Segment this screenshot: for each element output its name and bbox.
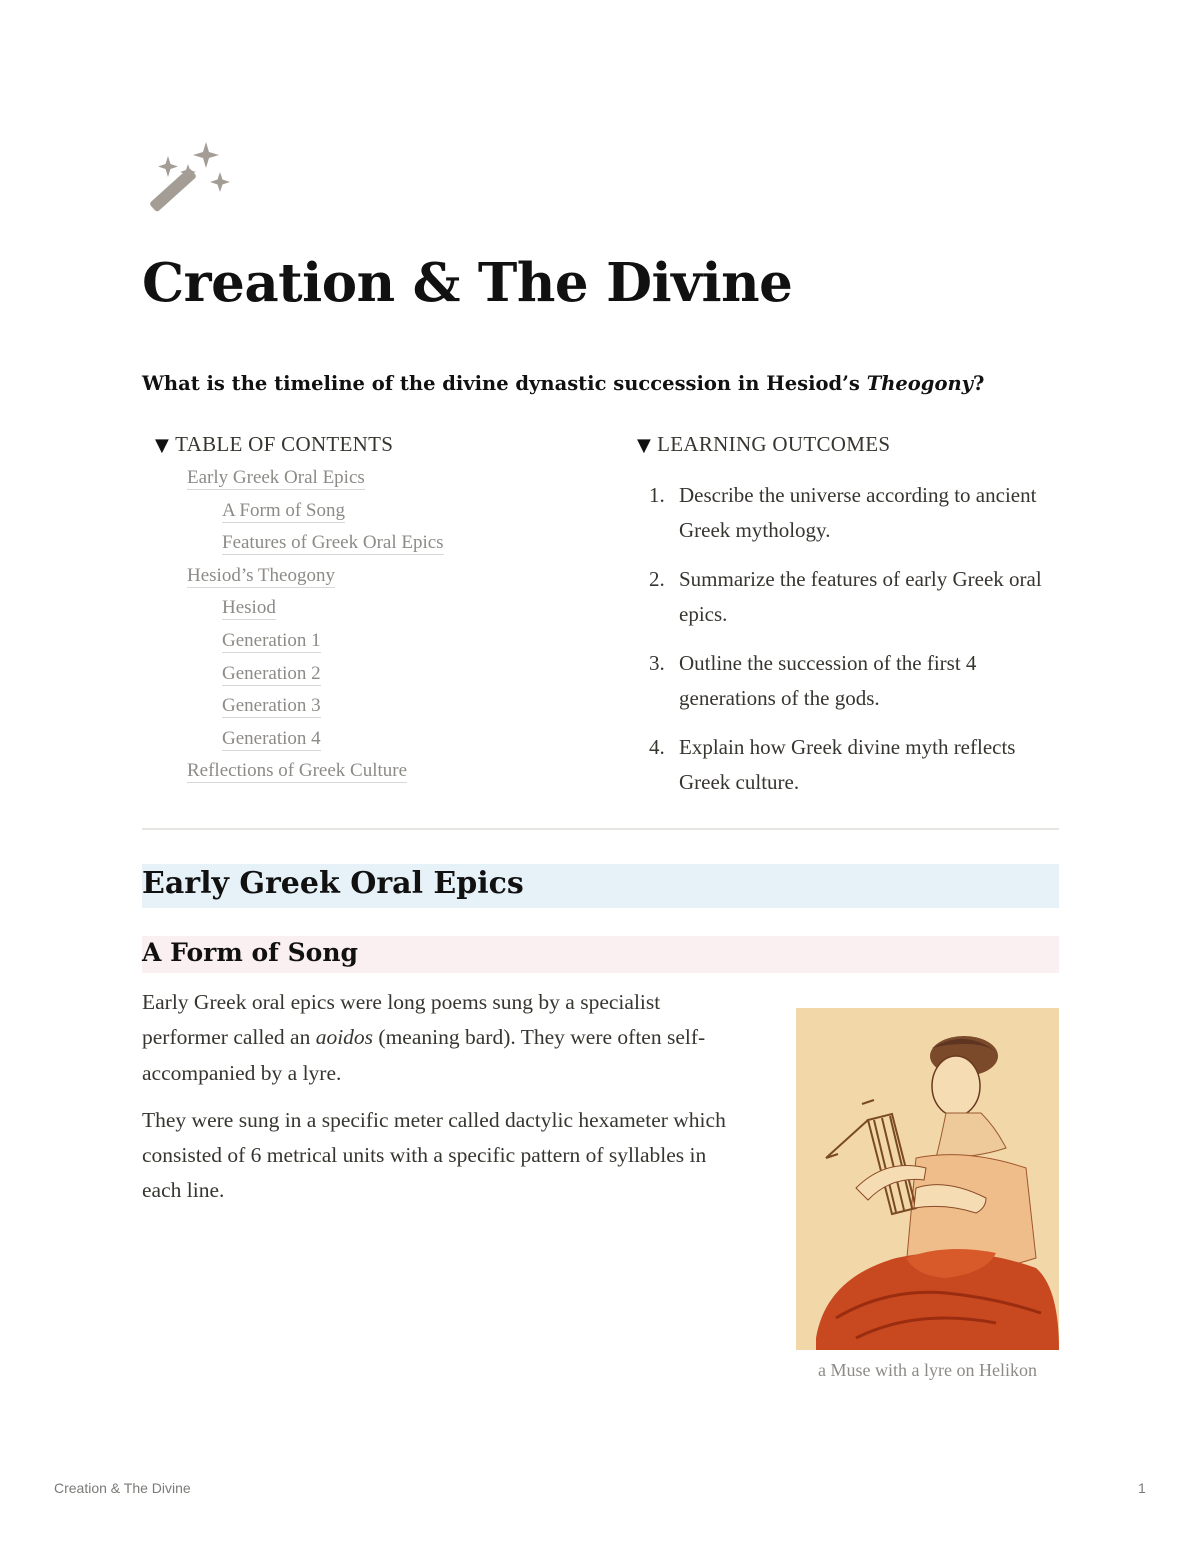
triangle-down-icon[interactable]: ▼ (637, 435, 652, 456)
page-number: 1 (1138, 1480, 1146, 1496)
outcomes-heading: LEARNING OUTCOMES (657, 432, 891, 456)
subsection-heading-block (142, 936, 1059, 973)
paragraph (142, 985, 732, 1091)
guiding-question (142, 372, 984, 395)
learning-outcomes (637, 432, 1067, 794)
section-heading-block (142, 864, 1059, 908)
toc-item (155, 467, 615, 500)
section-body (142, 985, 732, 1221)
paragraph-text: Early Greek oral epics were long poems sung by a specialist performer called an (142, 990, 661, 1050)
outcome-number: 4. (649, 735, 665, 759)
toc-link[interactable]: Generation 4 (222, 727, 321, 749)
toc-link[interactable]: Generation 2 (222, 662, 321, 684)
toc-item (155, 695, 615, 728)
question-text: What is the timeline of the divine dynastic succession in Hesiod’s (142, 372, 867, 395)
toc-item (155, 532, 615, 565)
divider (142, 828, 1059, 830)
toc-link[interactable]: Hesiod (222, 597, 276, 619)
outcomes-toggle[interactable] (637, 432, 1067, 457)
footer-title: Creation & The Divine (54, 1480, 191, 1496)
question-suffix: ? (972, 372, 985, 395)
outcome-text: Explain how Greek divine myth reflects Greek culture. (679, 735, 1016, 794)
figure-caption: a Muse with a lyre on Helikon (818, 1360, 1037, 1380)
toc-item (155, 728, 615, 761)
toc-link[interactable]: Generation 3 (222, 695, 321, 717)
page-title: Creation & The Divine (142, 252, 793, 314)
toc-link[interactable]: Reflections of Greek Culture (187, 760, 408, 782)
toc-link[interactable]: Early Greek Oral Epics (187, 467, 365, 488)
toc-item (155, 760, 615, 793)
outcome-number: 2. (649, 567, 665, 591)
outcome-text: Summarize the features of early Greek oral epics. (679, 567, 1042, 626)
toc-item (155, 565, 615, 598)
outcome-item (649, 562, 1069, 632)
triangle-down-icon[interactable]: ▼ (155, 435, 170, 456)
toc-item (155, 597, 615, 630)
outcome-item (649, 646, 1069, 716)
toc-item (155, 500, 615, 533)
paragraph-italic: aoidos (315, 1025, 374, 1050)
outcome-number: 3. (649, 651, 665, 675)
outcome-item (649, 478, 1069, 548)
toc-item (155, 663, 615, 696)
section-heading: Early Greek Oral Epics (142, 866, 524, 901)
toc-link[interactable]: Generation 1 (222, 629, 321, 651)
toc-list (155, 467, 615, 793)
outcome-text: Outline the succession of the first 4 generations of the gods. (679, 651, 977, 710)
toc-link[interactable]: A Form of Song (222, 499, 345, 521)
table-of-contents (155, 432, 615, 793)
toc-link[interactable]: Features of Greek Oral Epics (222, 532, 444, 554)
subsection-heading: A Form of Song (142, 938, 359, 967)
paragraph: They were sung in a specific meter called dactylic hexameter which consisted of 6 metrical units with a specific pattern of syllables in each line. (142, 1107, 726, 1203)
outcome-item (649, 730, 1069, 800)
outcome-text: Describe the universe according to ancient Greek mythology. (679, 483, 1037, 542)
magic-wand-icon (142, 138, 232, 222)
outcomes-list (649, 478, 1069, 814)
question-italic: Theogony (866, 372, 973, 395)
toc-item (155, 630, 615, 663)
muse-with-lyre-image[interactable] (796, 1008, 1059, 1350)
outcome-number: 1. (649, 483, 665, 507)
toc-link[interactable]: Hesiod’s Theogony (187, 564, 335, 586)
toc-toggle[interactable] (155, 432, 615, 457)
toc-heading: TABLE OF CONTENTS (175, 432, 394, 456)
paragraph-text: (meaning bard). They were often self-accompanied by a lyre. (142, 1025, 706, 1085)
